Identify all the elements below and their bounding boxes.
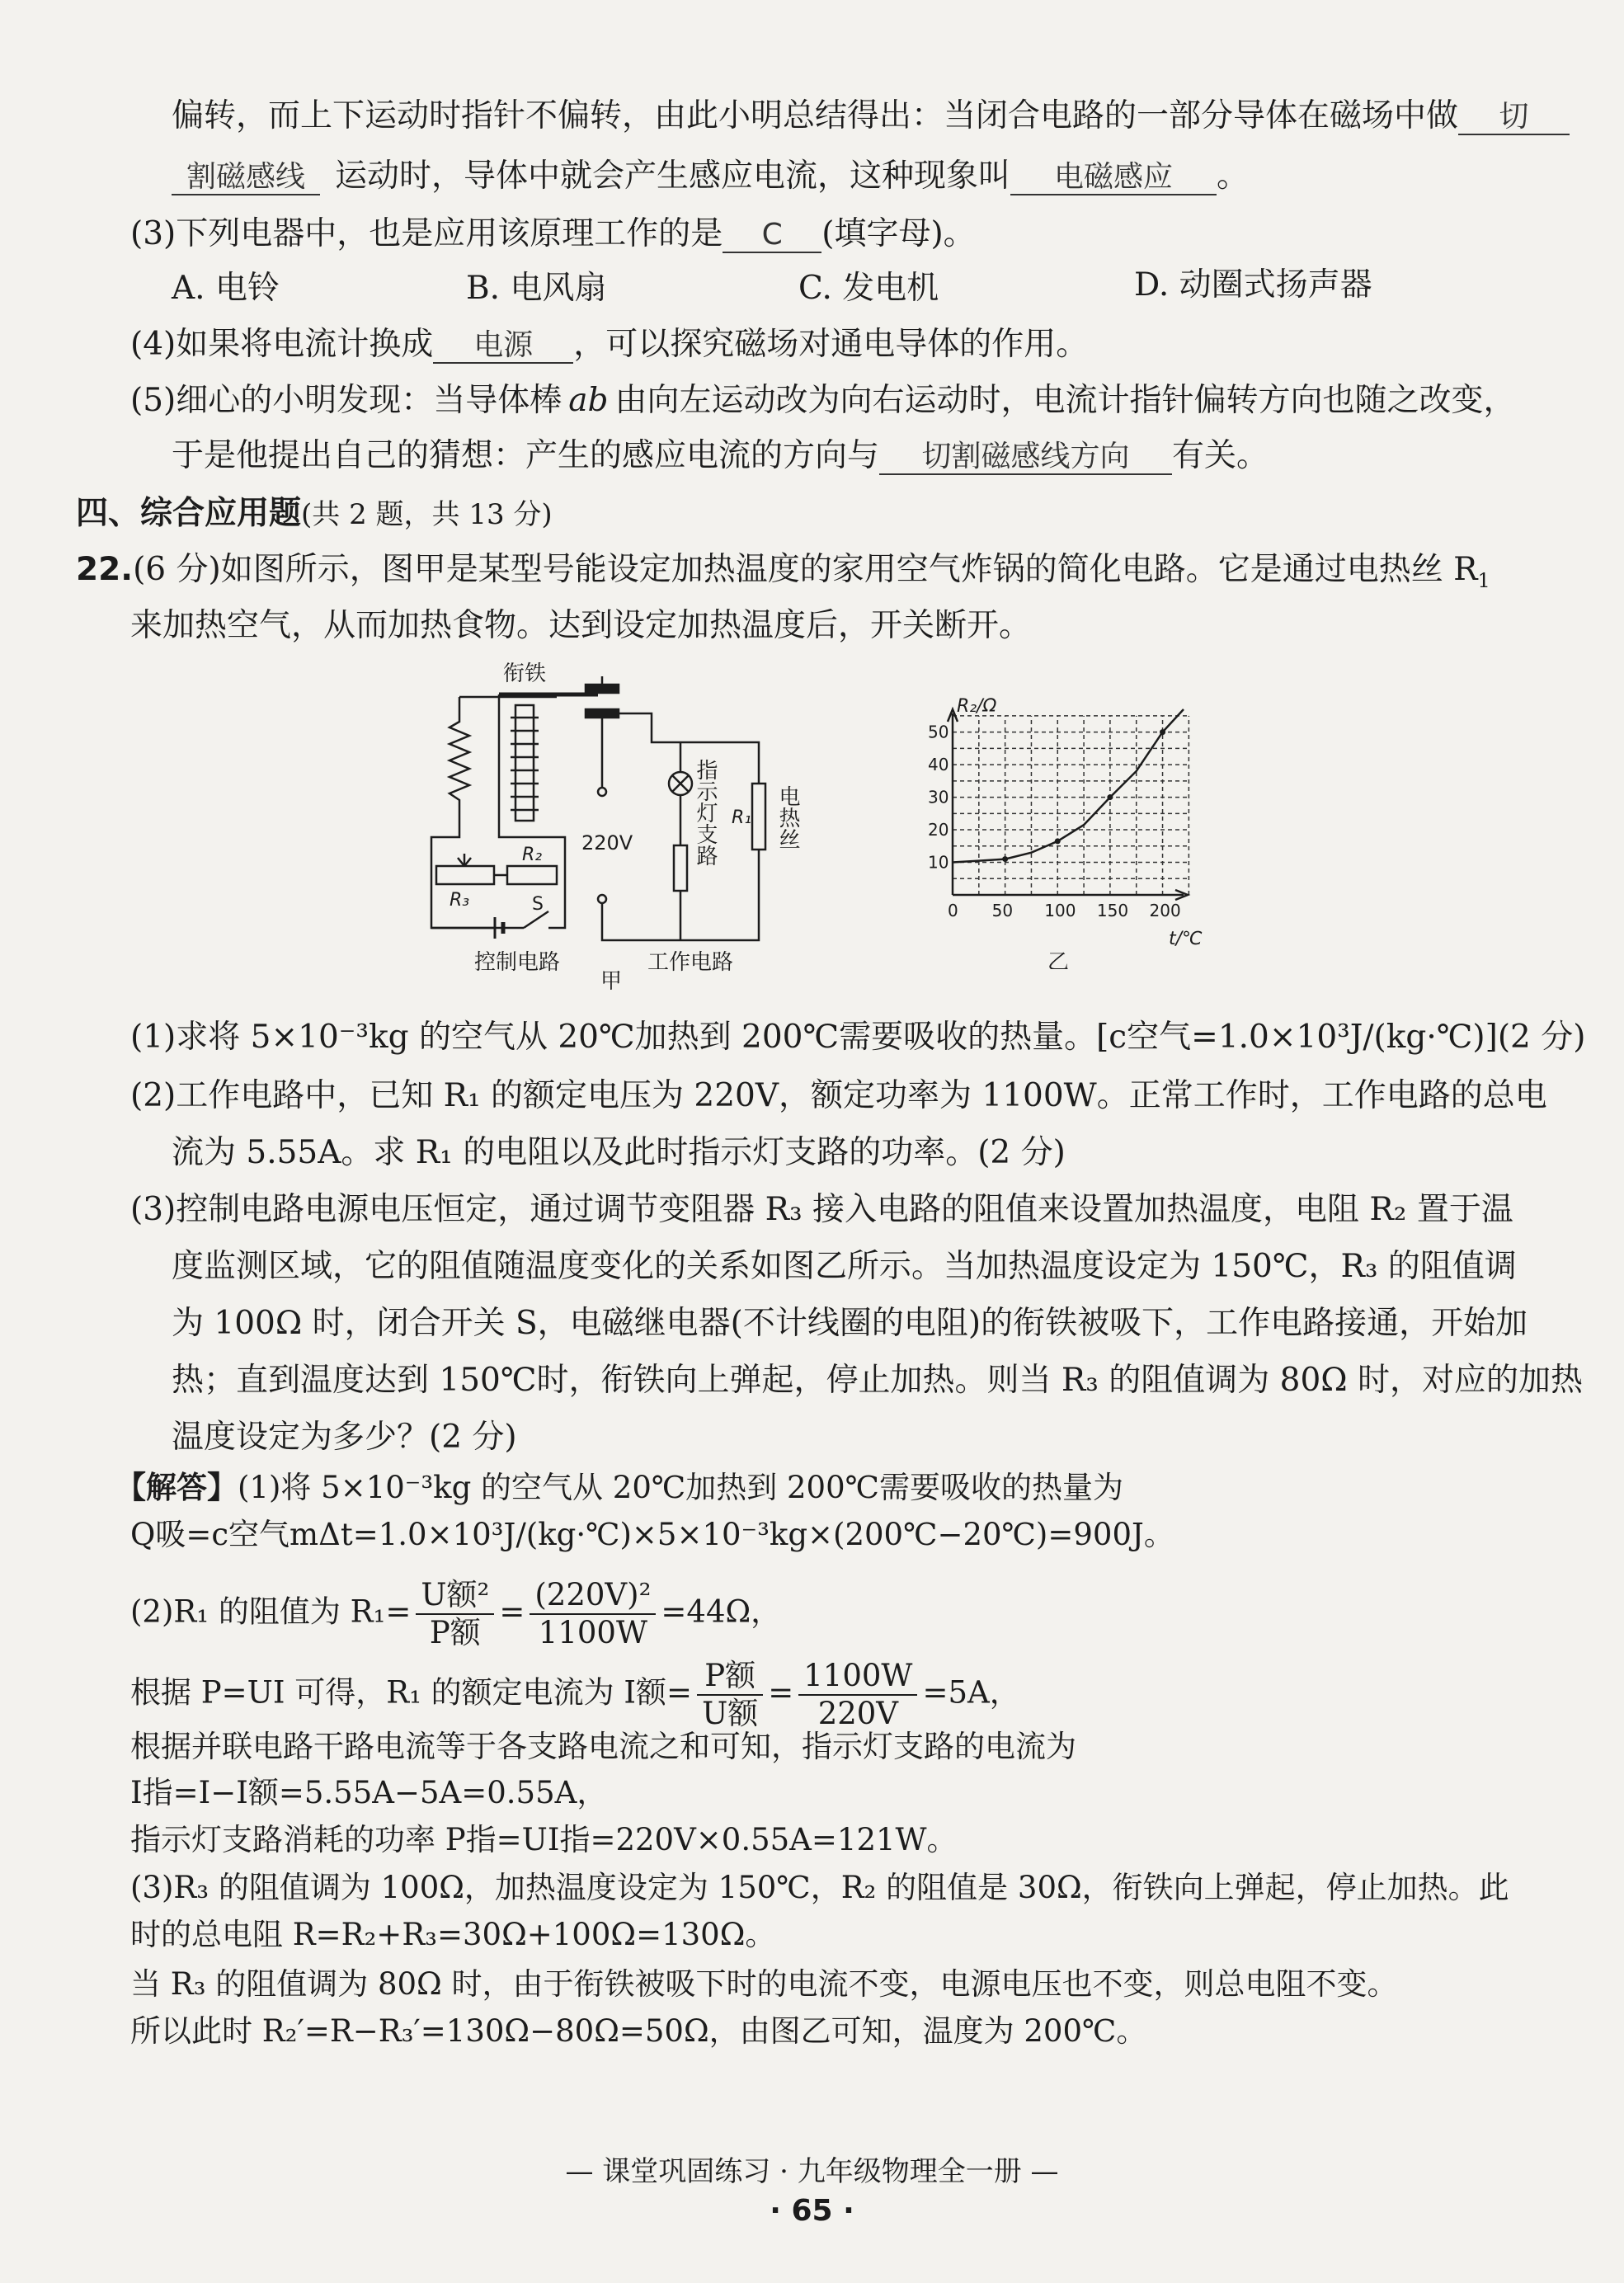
work-circuit-label: 工作电路	[647, 950, 734, 975]
fraction-values	[798, 1658, 917, 1732]
rheostat-r3	[436, 866, 494, 884]
control-circuit-label: 控制电路	[474, 950, 561, 975]
terminal-bottom	[598, 895, 606, 903]
solution-label: 【解答】	[115, 1470, 238, 1505]
solution-line1	[115, 1466, 1123, 1509]
conductor-ab: ab	[568, 382, 609, 419]
q21-part4-suffix: ，可以探究磁场对通电导体的作用。	[573, 326, 1089, 363]
solution-line11: 所以此时 R₂′=R−R₃′=130Ω−80Ω=50Ω，由图乙可知，温度为 200℃。	[130, 2013, 1147, 2049]
solution-line10: 当 R₃ 的阻值调为 80Ω 时，由于衔铁被吸下时的电流不变，电源电压也不变，则总电阻不变。	[130, 1966, 1398, 2002]
x-tick-label: 150	[1096, 901, 1129, 920]
equals: =	[499, 1593, 525, 1630]
q21-part5-b: 由向左运动改为向右运动时，电流计指针偏转方向也随之改变，	[614, 382, 1516, 419]
page-number: · 65 ·	[770, 2194, 854, 2228]
r1-label: R₁	[732, 807, 752, 828]
voltage-label: 220V	[581, 831, 633, 854]
lower-contact	[586, 709, 619, 718]
r3-label: R₃	[450, 890, 470, 911]
subscript-1: 1	[1477, 568, 1490, 592]
q22-part3-line3: 为 100Ω 时，闭合开关 S，电磁继电器(不计线圈的电阻)的衔铁被吸下，工作电路接通，开始加	[172, 1305, 1528, 1342]
answer-blank-2[interactable]: 电磁感应	[1010, 156, 1217, 199]
option-b: B. 电风扇	[466, 270, 607, 307]
solution-line2: Q吸=c空气mΔt=1.0×10³J/(kg·℃)×5×10⁻³kg×(200℃−20℃)=900J。	[130, 1517, 1174, 1552]
solution-line7: 指示灯支路消耗的功率 P指=UI指=220V×0.55A=121W。	[130, 1822, 958, 1857]
x-tick-label: 50	[991, 901, 1014, 920]
y-tick-label: 10	[928, 852, 949, 873]
answer-blank-1b[interactable]: 割磁感线	[172, 156, 320, 199]
frac-num: (220V)²	[530, 1577, 656, 1615]
data-point	[1160, 729, 1165, 735]
terminal-top	[598, 788, 606, 796]
lamp-branch-label: 指示灯支路	[693, 759, 718, 866]
option-a: A. 电铃	[172, 270, 280, 307]
fraction-p-u	[697, 1658, 763, 1732]
q21-part5-line1	[130, 379, 1515, 422]
q22-intro1: (6 分)如图所示，图甲是某型号能设定加热温度的家用空气炸锅的简化电路。它是通过电热丝 R	[133, 551, 1478, 588]
q21-part3-prefix: (3)下列电器中，也是应用该原理工作的是	[130, 215, 723, 252]
circuit-diagram	[425, 660, 854, 990]
frac-den: P额	[429, 1615, 481, 1650]
solution-l3-prefix: (2)R₁ 的阻值为 R₁=	[130, 1593, 412, 1630]
q22-part3-line4: 热；直到温度达到 150℃时，衔铁向上弹起，停止加热。则当 R₃ 的阻值调为 80Ω 时，对应的加热	[172, 1362, 1584, 1399]
question-number: 22.	[76, 551, 134, 588]
x-tick-label: 100	[1044, 901, 1076, 920]
y-tick-label: 50	[928, 722, 949, 742]
armature-label: 衔铁	[503, 661, 547, 686]
solution-line4	[130, 1658, 1020, 1732]
data-point	[1055, 838, 1061, 844]
heater-label: 电热丝	[775, 785, 800, 850]
section-title: 四、综合应用题	[76, 495, 302, 532]
q21-part5-a: (5)细心的小明发现：当导体棒	[130, 382, 563, 419]
solution-line3	[130, 1577, 781, 1651]
chart-axes	[948, 709, 1188, 900]
r2-label: R₂	[522, 845, 543, 865]
frac-num: P额	[697, 1658, 763, 1696]
solution-line9: 时的总电阻 R=R₂+R₃=30Ω+100Ω=130Ω。	[130, 1917, 776, 1952]
q21-line1-text: 偏转，而上下运动时指针不偏转，由此小明总结得出：当闭合电路的一部分导体在磁场中做	[172, 97, 1459, 134]
solution-l4-result: =5A，	[922, 1674, 1020, 1711]
data-point	[1002, 856, 1008, 862]
spring	[450, 709, 469, 808]
q21-line2-text: 运动时，导体中就会产生感应电流，这种现象叫	[335, 158, 1011, 195]
solution-line8: (3)R₃ 的阻值调为 100Ω，加热温度设定为 150℃，R₂ 的阻值是 30Ω，衔铁向上弹起，停止加热。此	[130, 1870, 1509, 1905]
q21-part3	[130, 213, 976, 257]
y-axis-label: R₂/Ω	[957, 697, 997, 717]
y-tick-label: 20	[928, 820, 949, 840]
q21-part4	[130, 323, 1088, 367]
q22-intro-line1	[76, 548, 1490, 602]
upper-contact	[586, 685, 619, 693]
solution-l4-prefix: 根据 P=UI 可得，R₁ 的额定电流为 I额=	[130, 1674, 693, 1711]
option-c: C. 发电机	[798, 270, 939, 307]
electromagnet-core	[515, 705, 534, 821]
q21-line2	[172, 155, 1249, 199]
q22-part3-line5: 温度设定为多少？(2 分)	[172, 1419, 517, 1456]
frac-den: U额	[702, 1696, 759, 1731]
answer-blank-5[interactable]: 切割磁感线方向	[879, 435, 1172, 478]
fraction-u2-p	[416, 1577, 494, 1651]
x-tick-label: 0	[948, 901, 958, 920]
q21-part4-prefix: (4)如果将电流计换成	[130, 326, 434, 363]
lamp-resistor	[674, 845, 687, 891]
q21-part5-line2-text: 于是他提出自己的猜想：产生的感应电流的方向与	[172, 437, 880, 474]
frac-num: 1100W	[798, 1658, 917, 1696]
q22-part1: (1)求将 5×10⁻³kg 的空气从 20℃加热到 200℃需要吸收的热量。[c空气=1.0×10³J/(kg·℃)](2 分)	[130, 1019, 1586, 1056]
q22-part2-line2: 流为 5.55A。求 R₁ 的电阻以及此时指示灯支路的功率。(2 分)	[172, 1134, 1066, 1171]
x-tick-label: 200	[1149, 901, 1181, 920]
q22-part3-line1: (3)控制电路电源电压恒定，通过调节变阻器 R₃ 接入电路的阻值来设置加热温度，电阻 R₂ 置于温	[130, 1191, 1513, 1228]
solution-line6: I指=I−I额=5.55A−5A=0.55A，	[130, 1775, 608, 1810]
period: 。	[1217, 158, 1250, 195]
answer-blank-1a[interactable]: 切	[1458, 96, 1570, 139]
x-axis-label: t/℃	[1169, 929, 1203, 949]
section-note: (共 2 题，共 13 分)	[301, 498, 553, 531]
frac-den: 1100W	[538, 1615, 647, 1650]
q21-part5-line2	[172, 435, 1269, 478]
data-point	[1107, 794, 1113, 800]
solution-line5: 根据并联电路干路电流等于各支路电流之和可知，指示灯支路的电流为	[130, 1729, 1076, 1764]
q21-line1	[172, 95, 1570, 139]
fraction-values	[530, 1577, 656, 1651]
answer-blank-4[interactable]: 电源	[433, 324, 573, 367]
resistor-r2	[507, 866, 557, 884]
switch-label: S	[532, 894, 544, 915]
frac-den: 220V	[817, 1696, 899, 1731]
figure-b-caption: 乙	[1047, 950, 1070, 969]
q21-part3-suffix: (填字母)。	[821, 215, 976, 252]
frac-num: U额²	[416, 1577, 494, 1615]
r2-temperature-chart	[911, 697, 1208, 969]
q22-part2-line1: (2)工作电路中，已知 R₁ 的额定电压为 220V，额定功率为 1100W。正常工作时，工作电路的总电	[130, 1077, 1547, 1114]
chart-grid	[953, 716, 1189, 895]
solution-l1: (1)将 5×10⁻³kg 的空气从 20℃加热到 200℃需要吸收的热量为	[238, 1470, 1124, 1505]
option-d: D. 动圈式扬声器	[1134, 266, 1372, 304]
footer-book-title: — 课堂巩固练习 · 九年级物理全一册 —	[565, 2155, 1059, 2188]
figure-a-caption: 甲	[600, 969, 623, 990]
y-tick-label: 40	[928, 755, 949, 775]
heater-r1	[752, 784, 765, 850]
q22-intro-line2: 来加热空气，从而加热食物。达到设定加热温度后，开关断开。	[130, 607, 1032, 644]
section-heading	[76, 492, 553, 536]
q22-part3-line2: 度监测区域，它的阻值随温度变化的关系如图乙所示。当加热温度设定为 150℃，R₃ 的阻值调	[172, 1248, 1517, 1285]
solution-l3-result: =44Ω，	[661, 1593, 782, 1630]
answer-blank-3[interactable]: C	[723, 214, 821, 257]
equals: =	[768, 1674, 794, 1711]
y-tick-label: 30	[928, 787, 949, 807]
q21-part5-end: 有关。	[1172, 437, 1269, 474]
